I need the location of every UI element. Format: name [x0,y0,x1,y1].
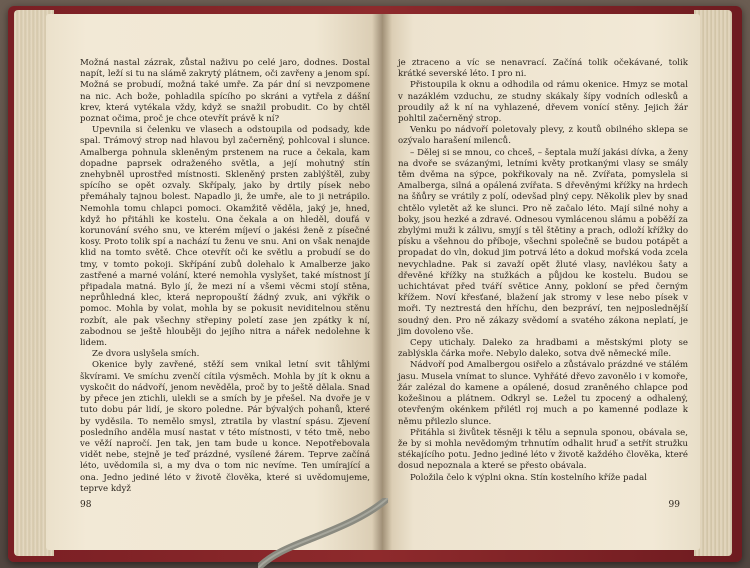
paragraph: – Dělej si se mnou, co chceš, – šeptala muží jakási dívka, a ženy na dvoře se svázanými, letními květy protkanými vlasy se smály těm dvěma na sýpce, pokřikovaly na ně. Zvířata, pomyslela si Amalberga, silná a opálená zvířata. S dřevěnými křížky na hrdech na šňůry se vrátily z polí, odevšad plný cepy. Několik plev by snad chtělo vyletět až ke slunci. Pro ně začalo léto. Mají silné nohy a boky, jsou hezké a zdravé. Odnesou vymlácenou slámu a poběží za zbylými muži k zálivu, smyjí s těl štětiny a prach, odloží křížky do písku a všehnou do příboje, všechni společně se budou potápět a propadat do vln, dokud jim potrvá léto a dokud mořská voda zcela nevychladne. Pak si zavaží opět žluté vlasy, navlékou šaty a dřevěné křížky na stužkách a půjdou ke kostelu. Budou se uchichtávat před tváří světice Anny, pokloní se před černým křížem. Noví křesťané, blažení jak stromy v lese nebo písek v moři. Ty neztrestá den hříchu, den bezpráví, ten nejposlednější soudný den. Pro ně zákazy svědomí a svatého zákona neplatí, je jim dovoleno vše. [398,147,688,337]
paragraph: Ze dvora uslyšela smích. [92,349,200,360]
paragraph: Možná nastal zázrak, zůstal naživu po celé jaro, dodnes. Dostal napít, leží si tu na slámě zakrytý plátnem, oči zavřeny a jenom spí. Možná se probudí, možná také umře. Za pár dní si nevzpomene na nic. Ach bože, pohladila spícího po skráni a vytřela z dášní krev, která vytékala vždy, když se snažil probudit. Co by chtěl poznat očima, proč je chce otevřít právě k ní? [80,58,370,125]
paragraph: Nádvoří pod Amalbergou osiřelo a zůstávalo prázdné ve stálém jasu. Musela vnímat to slunce. Vyhřáté dřevo zavonělo i v komoře, žár zalézal do kamene a opálené, dosud zraněného chlapce pod kožešinou a plátnem. Odkryl se. Ležel tu zpocený a odhalený, otevřeným okénkem přilétl roj much a po kamenné podlaze k němu přilezlo slunce. [398,360,688,427]
right-page [382,14,700,550]
page-number-right: 99 [668,500,680,510]
paragraph: Cepy utichaly. Daleko za hradbami a městskými ploty se zablýskla čárka moře. Nebylo daleko, sotva dvě německé míle. [398,338,688,360]
paragraph: Okenice byly zavřené, stěží sem vnikal letní svit tåhlými škvírami. Ve smíchu zvenčí cítila výsměch. Mohla by jít k oknu a vyskočit do nádvoří, jenom nevěděla, proč by to ještě dělala. Snad by přece jen ztichli, ulekli se a smích by je přešel. Na dvoře je v tuto dobu pár lidí, je skoro poledne. Pár bývalých pohanů, které by vyděsila. To nemělo smysl, ztratila by vlastní spásu. Zjevení posledního anděla musí nastat v této místnosti, v této tmě, nebo ve věží napročí. Jen tak, jen tam bude u konce. Nepotřebovala vidět nebe, stejně je teď prázdné, vysílené žárem. Teprve začíná léto, uvědomila si, a my dva o tom nic nevíme. Ten umírající a ona. Jedno jediné léto v životě člověka, které si uvědomujeme, teprve když [80,360,370,494]
paragraph: Přitáhla si živůtek těsněji k tělu a sepnula sponou, obávala se, že by si mohla nevědomým trhnutím odhalit hruď a setřít stružku stékajícího potu. Jedno jediné léto v životě každého člověka, které dosud nepoznala a které se přesto obávala. [398,427,688,472]
paragraph: Položila čelo k výplni okna. Stín kostelního kříže padal [410,472,647,483]
paragraph: Upevnila si čelenku ve vlasech a odstoupila od podsady, kde spal. Trámový strop nad hlavou byl začerněný, pohlcoval i slunce. Amalberga pohnula skleněným prstenem na ruce a čekala, kam dopadne paprsek odraženého světla, a její mohutný stín znehybněl uprostřed místnosti. Skleněný prsten zablýštěl, zuby spícího se opět ozvaly. Skřípaly, jako by drtily písek nebo přemáhaly tajnou bolest. Napadlo ji, že umře, ale to ji netrápilo. Nemohla tomu chlapci pomoci. Okamžitě věděla, jaký je, hned, když ho přitáhli ke kostelu. Ona čekala a on hleděl, doufá v korunování svého snu, ve kterém míjeví o jakési ženě z písečné kosy. Proto tolik spí a nachází tu ženu ve snu. Ani on však nenajde klid na tomto světě. Chce otevřít oči ke světlu a probudí se do tmy, v tomto pokoji. Skřípání zubů dolehalo k Amalberze jako zastřené a marné volání, které nemohla vyslyšet, také místnost jí připadala matná. Bylo jí, že mezi ní a všemi věcmi stojí stěna, neprůhledná klec, která nepropouští žádný zvuk, ani výkřik o pomoc. Mohla by volat, mohla by se pokusit neviditelnou stěnu rozbít, ale pak všechny střepiny poletí zase jen zpátky k ní, zabodnou se ještě hlouběji do jejího nitra a nářek nedolehne k lidem. [80,125,370,349]
paragraph: Přistoupila k oknu a odhodila od rámu okenice. Hmyz se motal v nazáklém vzduchu, ze studny skákaly šípy vodních odlesků a proudily až k ní na vyhlazené, dřevem vonící stěny. Jejich žár pohltil začerněný strop. [398,80,688,125]
right-page-text [398,58,688,484]
bookmark-ribbon [258,498,388,568]
page-number-left: 98 [80,500,92,510]
paragraph: Venku po nádvoří poletovaly plevy, z koutů obilného sklepa se ozývalo harašení milenců. [398,125,688,147]
left-page [46,14,382,550]
left-page-text [80,58,370,495]
paragraph: je ztraceno a víc se nenavrací. Začíná tolik očekávané, tolik krátké severské léto. I pro ni. [398,58,688,80]
book-gutter [372,14,392,550]
